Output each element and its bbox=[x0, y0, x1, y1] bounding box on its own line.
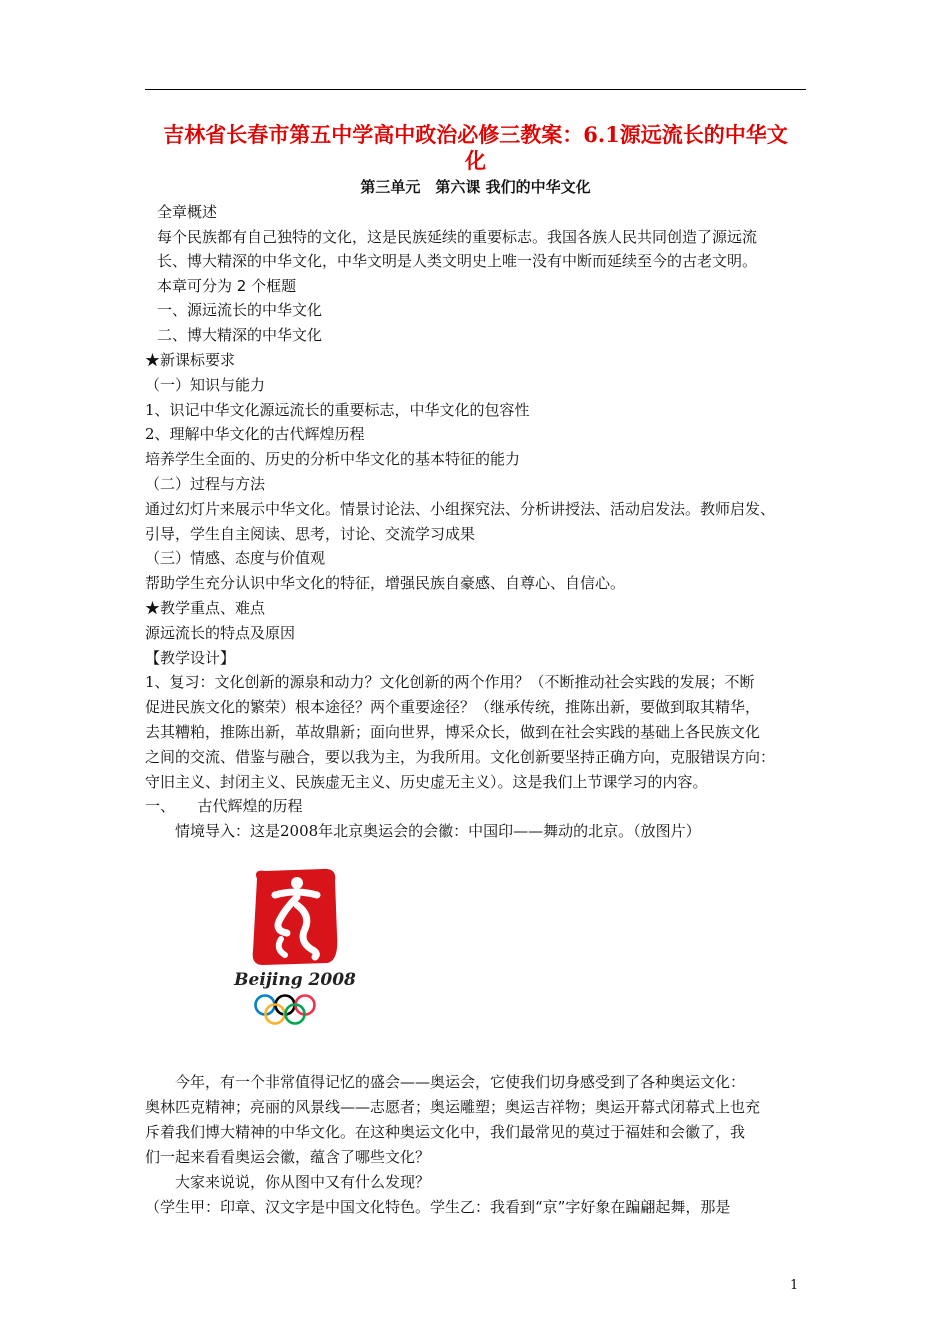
olympic-rings-icon bbox=[256, 996, 315, 1024]
unit-subtitle: 第三单元 第六课 我们的中华文化 bbox=[360, 178, 591, 196]
body-line: （二）过程与方法 bbox=[145, 474, 266, 493]
body-line: 守旧主义、封闭主义、民族虚无主义、历史虚无主义）。这是我们上节课学习的内容。 bbox=[145, 772, 708, 791]
body-line: 引导，学生自主阅读、思考，讨论、交流学习成果 bbox=[145, 524, 476, 543]
body-line: 【教学设计】 bbox=[145, 648, 236, 667]
overview-line: 全章概述 bbox=[157, 203, 218, 221]
logo-wordmark: Beijing 2008 bbox=[234, 970, 356, 990]
body-line: 去其糟粕，推陈出新，革故鼎新；面向世界，博采众长，做到在社会实践的基础上各民族文化 bbox=[145, 722, 761, 741]
body-line: 斥着我们博大精神的中华文化。在这种奥运文化中，我们最常见的莫过于福娃和会徽了，我 bbox=[145, 1123, 746, 1141]
overview-line: 一、源远流长的中华文化 bbox=[157, 301, 323, 319]
body-line: 帮助学生充分认识中华文化的特征，增强民族自豪感、自尊心、自信心。 bbox=[145, 574, 626, 593]
beijing-2008-emblem bbox=[234, 865, 356, 1037]
page-number: 1 bbox=[790, 1278, 799, 1293]
body-line: 奥林匹克精神；亮丽的风景线——志愿者；奥运雕塑；奥运吉祥物；奥运开幕式闭幕式上也充 bbox=[145, 1098, 761, 1116]
body-line: ★新课标要求 bbox=[145, 351, 236, 369]
body-line: 培养学生全面的、历史的分析中华文化的基本特征的能力 bbox=[145, 450, 521, 469]
lesson-body-continued bbox=[145, 1070, 810, 1220]
body-line: 们一起来看看奥运会徽，蕴含了哪些文化？ bbox=[145, 1148, 431, 1166]
body-line: （学生甲：印章、汉文字是中国文化特色。学生乙：我看到“京”字好象在蹁翩起舞，那是 bbox=[145, 1198, 731, 1216]
title-line-1: 吉林省长春市第五中学高中政治必修三教案：6.1源远流长的中华文 bbox=[163, 122, 788, 147]
body-line: 之间的交流、借鉴与融合，要以我为主，为我所用。文化创新要坚持正确方向，克服错误方向： bbox=[145, 747, 776, 766]
body-line: 今年，有一个非常值得记忆的盛会——奥运会，它使我们切身感受到了各种奥运文化： bbox=[145, 1073, 746, 1091]
body-line: 1、识记中华文化源远流长的重要标志，中华文化的包容性 bbox=[145, 400, 530, 419]
body-line: 促进民族文化的繁荣）根本途径？两个重要途径？（继承传统，推陈出新，要做到取其精华， bbox=[145, 698, 761, 717]
document-title bbox=[145, 122, 806, 174]
chapter-overview bbox=[157, 200, 807, 347]
overview-line: 本章可分为 2 个框题 bbox=[157, 276, 297, 295]
body-line: 2、理解中华文化的古代辉煌历程 bbox=[145, 425, 365, 444]
header-rule bbox=[145, 89, 806, 90]
body-line: ★教学重点、难点 bbox=[145, 598, 266, 617]
overview-line: 长、博大精深的中华文化，中华文明是人类文明史上唯一没有中断而延续至今的古老文明。 bbox=[157, 252, 758, 270]
body-line: （三）情感、态度与价值观 bbox=[145, 549, 326, 568]
body-line: 1、复习：文化创新的源泉和动力？文化创新的两个作用？（不断推动社会实践的发展；不断 bbox=[145, 673, 755, 692]
body-line: （一）知识与能力 bbox=[145, 375, 266, 394]
body-line: 大家来说说，你从图中又有什么发现？ bbox=[145, 1173, 431, 1191]
body-line: 源远流长的特点及原因 bbox=[145, 623, 296, 642]
body-line: 一、 古代辉煌的历程 bbox=[145, 797, 303, 816]
title-line-2: 化 bbox=[465, 148, 486, 173]
body-line: 情境导入：这是2008年北京奥运会的会徽：中国印——舞动的北京。（放图片） bbox=[145, 822, 701, 841]
overview-line: 二、博大精深的中华文化 bbox=[157, 325, 323, 344]
overview-line: 每个民族都有自己独特的文化，这是民族延续的重要标志。我国各族人民共同创造了源远流 bbox=[157, 227, 758, 246]
body-line: 通过幻灯片来展示中华文化。情景讨论法、小组探究法、分析讲授法、活动启发法。教师启发、 bbox=[145, 499, 776, 518]
lesson-body bbox=[145, 348, 820, 844]
